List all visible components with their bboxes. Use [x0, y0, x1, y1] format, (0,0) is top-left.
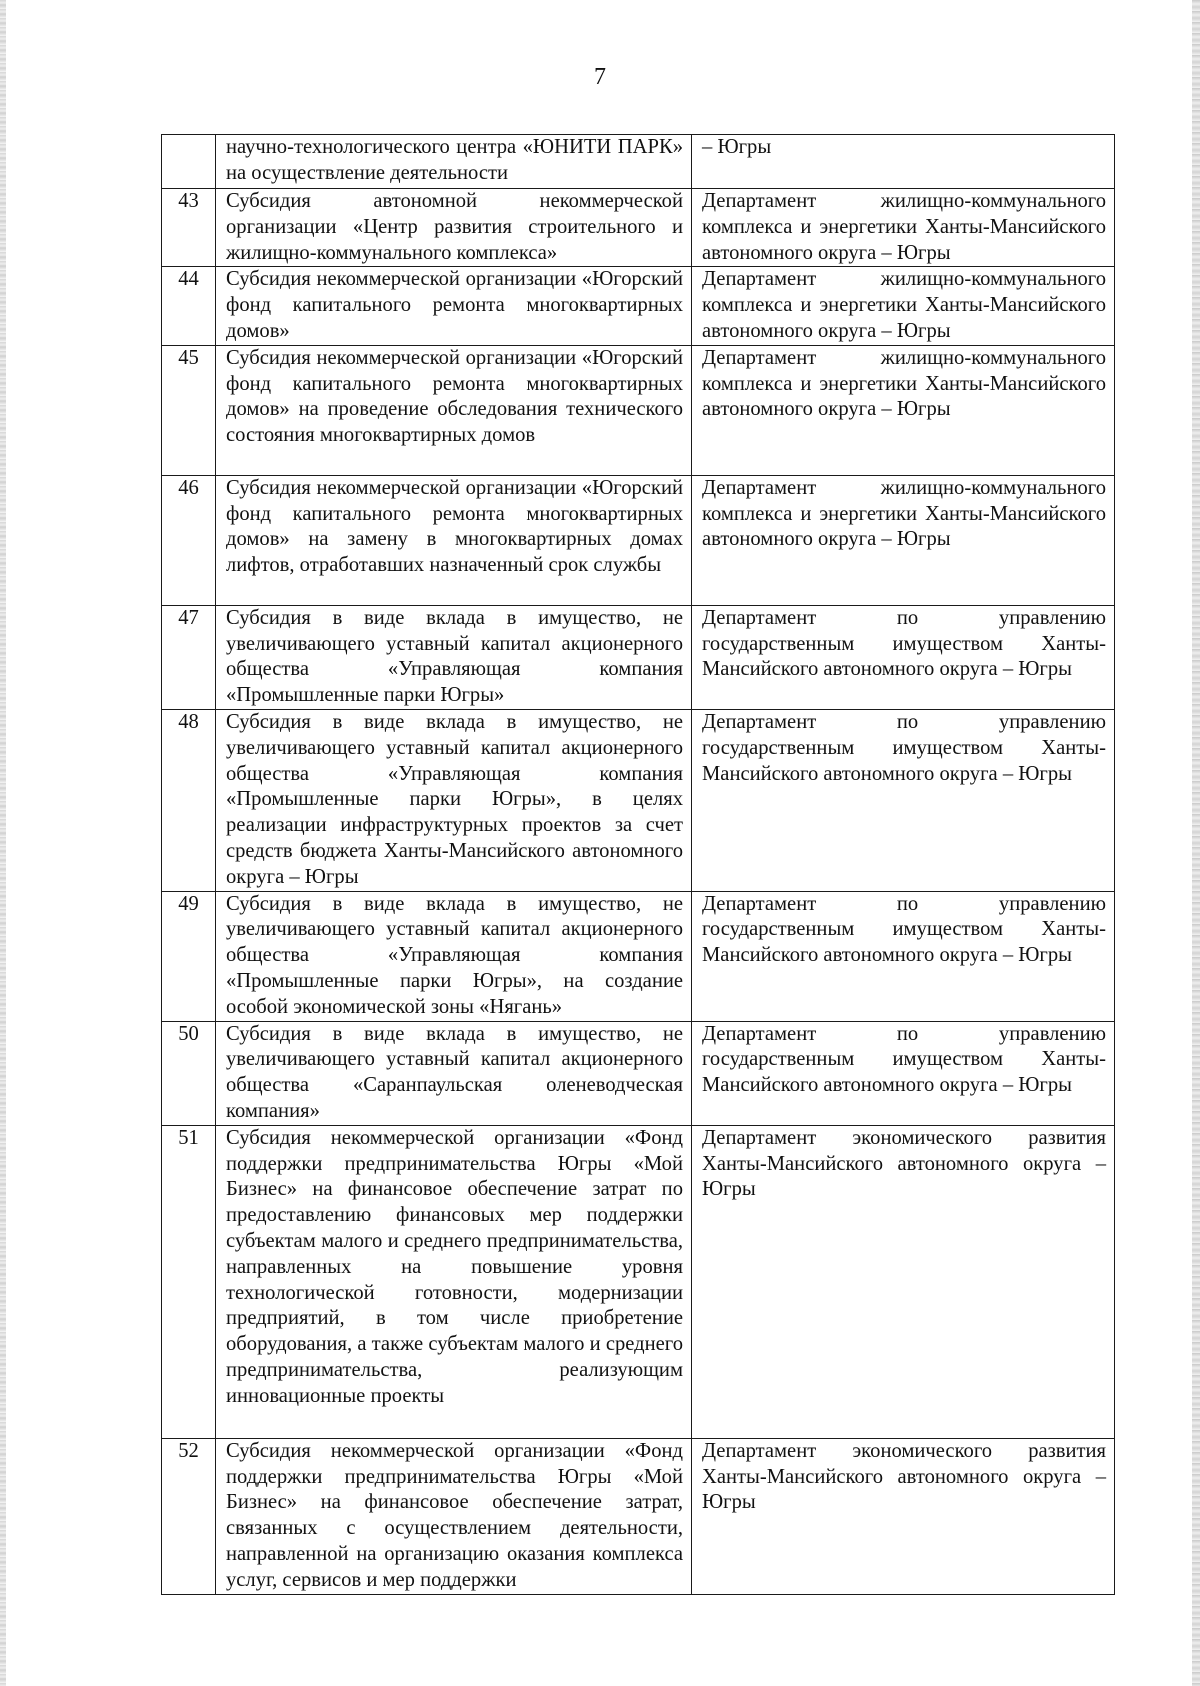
table-row — [162, 1125, 1115, 1438]
responsible-department: Департамент по управлению государственным имуществом Ханты-Мансийского автономного округа – Югры — [692, 709, 1115, 891]
subsidy-description: Субсидия некоммерческой организации «Югорский фонд капитального ремонта многоквартирных домов» на проведение обследования технического состояния многоквартирных домов — [216, 345, 692, 475]
responsible-department: Департамент экономического развития Ханты-Мансийского автономного округа – Югры — [692, 1125, 1115, 1438]
subsidy-description: научно-технологического центра «ЮНИТИ ПАРК» на осуществление деятельности — [216, 135, 692, 189]
responsible-department: Департамент по управлению государственным имуществом Ханты-Мансийского автономного округа – Югры — [692, 891, 1115, 1021]
responsible-department: Департамент по управлению государственным имуществом Ханты-Мансийского автономного округа – Югры — [692, 605, 1115, 709]
table-row — [162, 1438, 1115, 1594]
table-row — [162, 891, 1115, 1021]
scan-edge-left — [0, 0, 6, 1686]
subsidy-description: Субсидия некоммерческой организации «Югорский фонд капитального ремонта многоквартирных домов» на замену в многоквартирных домах лифтов, отработавших назначенный срок службы — [216, 475, 692, 605]
responsible-department: Департамент жилищно-коммунального комплекса и энергетики Ханты-Мансийского автономного округа – Югры — [692, 189, 1115, 267]
subsidy-table — [161, 134, 1115, 1595]
table-row — [162, 267, 1115, 345]
subsidy-description: Субсидия в виде вклада в имущество, не увеличивающего уставный капитал акционерного общества «Управляющая компания «Промышленные парки Югры», в целях реализации инфраструктурных проектов за счет средств бюджета Ханты-Мансийского автономного округа – Югры — [216, 709, 692, 891]
row-number: 44 — [162, 267, 216, 345]
row-number: 48 — [162, 709, 216, 891]
subsidy-description: Субсидия некоммерческой организации «Фонд поддержки предпринимательства Югры «Мой Бизнес» на финансовое обеспечение затрат по предоставлению финансовых мер поддержки субъектам малого и среднего предпринимательства, направленных на повышение уровня технологической готовности, модернизации предприятий, в том числе приобретение оборудования, а также субъектам малого и среднего предпринимательства, реализующим инновационные проекты — [216, 1125, 692, 1438]
table-row — [162, 345, 1115, 475]
row-number: 50 — [162, 1021, 216, 1125]
responsible-department: Департамент жилищно-коммунального комплекса и энергетики Ханты-Мансийского автономного округа – Югры — [692, 267, 1115, 345]
table-row — [162, 135, 1115, 189]
subsidy-description: Субсидия некоммерческой организации «Фонд поддержки предпринимательства Югры «Мой Бизнес» на финансовое обеспечение затрат, связанных с осуществлением деятельности, направленной на организацию оказания комплекса услуг, сервисов и мер поддержки — [216, 1438, 692, 1594]
row-number: 51 — [162, 1125, 216, 1438]
responsible-department: Департамент жилищно-коммунального комплекса и энергетики Ханты-Мансийского автономного округа – Югры — [692, 475, 1115, 605]
table-row — [162, 189, 1115, 267]
table-row — [162, 709, 1115, 891]
responsible-department: Департамент жилищно-коммунального комплекса и энергетики Ханты-Мансийского автономного округа – Югры — [692, 345, 1115, 475]
subsidy-description: Субсидия в виде вклада в имущество, не увеличивающего уставный капитал акционерного общества «Управляющая компания «Промышленные парки Югры» — [216, 605, 692, 709]
responsible-department: Департамент по управлению государственным имуществом Ханты-Мансийского автономного округа – Югры — [692, 1021, 1115, 1125]
scan-edge-right — [1192, 0, 1200, 1686]
table-row — [162, 475, 1115, 605]
subsidy-description: Субсидия в виде вклада в имущество, не увеличивающего уставный капитал акционерного общества «Управляющая компания «Промышленные парки Югры», на создание особой экономической зоны «Нягань» — [216, 891, 692, 1021]
table-row — [162, 1021, 1115, 1125]
row-number — [162, 135, 216, 189]
row-number: 45 — [162, 345, 216, 475]
responsible-department: Департамент экономического развития Ханты-Мансийского автономного округа – Югры — [692, 1438, 1115, 1594]
row-number: 43 — [162, 189, 216, 267]
responsible-department: – Югры — [692, 135, 1115, 189]
row-number: 49 — [162, 891, 216, 1021]
row-number: 52 — [162, 1438, 216, 1594]
row-number: 46 — [162, 475, 216, 605]
page-number: 7 — [594, 64, 606, 90]
row-number: 47 — [162, 605, 216, 709]
table-row — [162, 605, 1115, 709]
subsidy-description: Субсидия автономной некоммерческой организации «Центр развития строительного и жилищно-коммунального комплекса» — [216, 189, 692, 267]
subsidy-description: Субсидия в виде вклада в имущество, не увеличивающего уставный капитал акционерного общества «Саранпаульская оленеводческая компания» — [216, 1021, 692, 1125]
subsidy-description: Субсидия некоммерческой организации «Югорский фонд капитального ремонта многоквартирных домов» — [216, 267, 692, 345]
